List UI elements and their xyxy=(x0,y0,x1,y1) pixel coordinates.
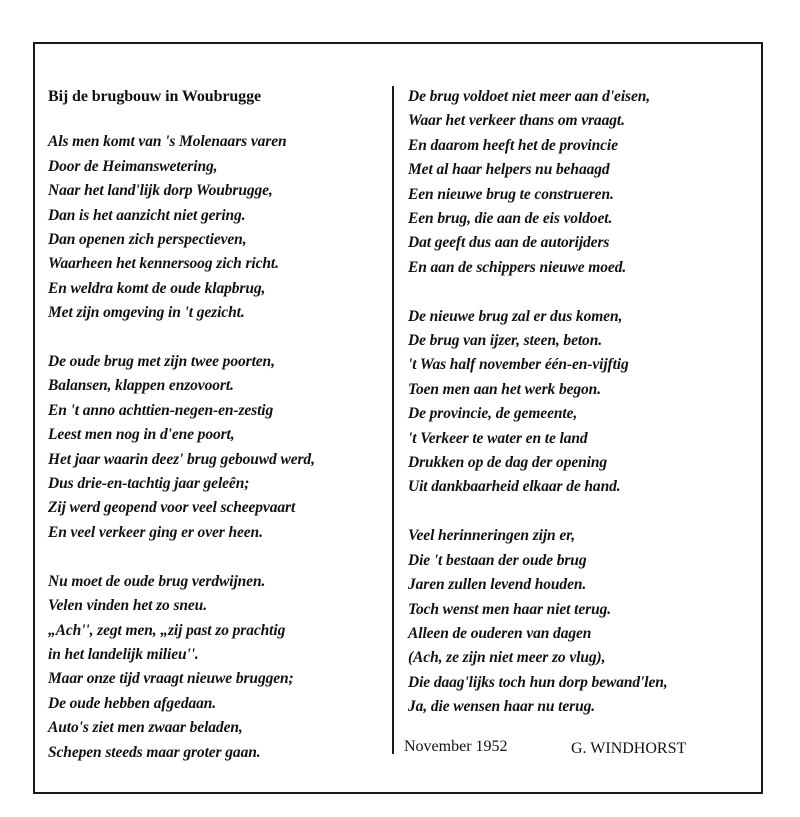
poem-line: Die 't bestaan der oude brug xyxy=(408,551,587,569)
stanza xyxy=(48,350,388,545)
poem-line: Naar het land'lijk dorp Woubrugge, xyxy=(48,182,273,200)
stanza xyxy=(408,85,758,280)
poem-line: En weldra komt de oude klapbrug, xyxy=(48,279,266,297)
poem-title: Bij de brugbouw in Woubrugge xyxy=(48,88,261,105)
poem-left-column xyxy=(48,85,388,765)
poem-line: Door de Heimanswetering, xyxy=(48,157,218,175)
poem-line: (Ach, ze zijn niet meer zo vlug), xyxy=(408,649,606,667)
poem-line: En 't anno achttien-negen-en-zestig xyxy=(48,401,274,419)
poem-line: Een brug, die aan de eis voldoet. xyxy=(408,210,613,228)
poem-author: G. WINDHORST xyxy=(571,740,687,757)
poem-line: Balansen, klappen enzovoort. xyxy=(48,377,234,395)
poem-line: En daarom heeft het de provincie xyxy=(408,136,618,154)
poem-line: De nieuwe brug zal er dus komen, xyxy=(408,307,623,325)
stanza xyxy=(48,130,388,325)
poem-line: De provincie, de gemeente, xyxy=(408,405,578,423)
poem-line: Velen vinden het zo sneu. xyxy=(48,597,207,615)
poem-line: Ja, die wensen haar nu terug. xyxy=(408,698,596,716)
poem-line: 't Was half november één-en-vijftig xyxy=(408,356,629,374)
poem-line: Dus drie-en-tachtig jaar geleên; xyxy=(48,475,250,493)
poem-line: Dan openen zich perspectieven, xyxy=(48,231,247,249)
poem-line: „Ach'', zegt men, „zij past zo prachtig xyxy=(48,621,286,639)
poem-line: De brug voldoet niet meer aan d'eisen, xyxy=(408,88,651,105)
poem-line: Schepen steeds maar groter gaan. xyxy=(48,743,261,761)
stanza xyxy=(408,524,758,719)
poem-line: De oude hebben afgedaan. xyxy=(48,694,217,712)
poem-line: Veel herinneringen zijn er, xyxy=(408,527,575,545)
poem-line: Jaren zullen levend houden. xyxy=(408,576,587,594)
left-stanzas xyxy=(48,130,388,765)
poem-line: Dat geeft dus aan de autorijders xyxy=(408,234,610,252)
poem-right-column xyxy=(408,85,758,720)
column-divider xyxy=(392,86,394,754)
poem-line: Als men komt van 's Molenaars varen xyxy=(48,133,287,151)
poem-line: Een nieuwe brug te construeren. xyxy=(408,185,614,203)
poem-line: Met zijn omgeving in 't gezicht. xyxy=(48,304,245,322)
poem-line: Dan is het aanzicht niet gering. xyxy=(48,206,246,224)
poem-line: 't Verkeer te water en te land xyxy=(408,429,588,447)
poem-line: En veel verkeer ging er over heen. xyxy=(48,523,263,541)
poem-line: Nu moet de oude brug verdwijnen. xyxy=(48,572,266,590)
poem-line: Waar het verkeer thans om vraagt. xyxy=(408,112,625,130)
poem-line: Auto's ziet men zwaar beladen, xyxy=(48,719,243,737)
poem-line: Het jaar waarin deez' brug gebouwd werd, xyxy=(48,450,315,468)
poem-line: Waarheen het kennersoog zich richt. xyxy=(48,255,279,273)
poem-line: Drukken op de dag der opening xyxy=(408,454,608,472)
poem-line: Die daag'lijks toch hun dorp bewand'len, xyxy=(408,673,668,691)
poem-line: De brug van ijzer, steen, beton. xyxy=(408,332,603,350)
poem-line: En aan de schippers nieuwe moed. xyxy=(408,258,627,276)
poem-line: Toch wenst men haar niet terug. xyxy=(408,600,612,618)
poem-line: Zij werd geopend voor veel scheepvaart xyxy=(48,499,296,517)
poem-line: Met al haar helpers nu behaagd xyxy=(408,161,610,179)
right-stanzas xyxy=(408,85,758,720)
poem-line: De oude brug met zijn twee poorten, xyxy=(48,353,275,371)
poem-line: Alleen de ouderen van dagen xyxy=(408,624,592,642)
stanza xyxy=(48,570,388,765)
poem-line: Maar onze tijd vraagt nieuwe bruggen; xyxy=(48,670,294,688)
poem-line: in het landelijk milieu''. xyxy=(48,645,199,663)
poem-line: Uit dankbaarheid elkaar de hand. xyxy=(408,478,621,496)
poem-line: Leest men nog in d'ene poort, xyxy=(48,426,235,444)
stanza xyxy=(408,305,758,500)
poem-line: Toen men aan het werk begon. xyxy=(408,380,601,398)
poem-date: November 1952 xyxy=(404,738,508,755)
